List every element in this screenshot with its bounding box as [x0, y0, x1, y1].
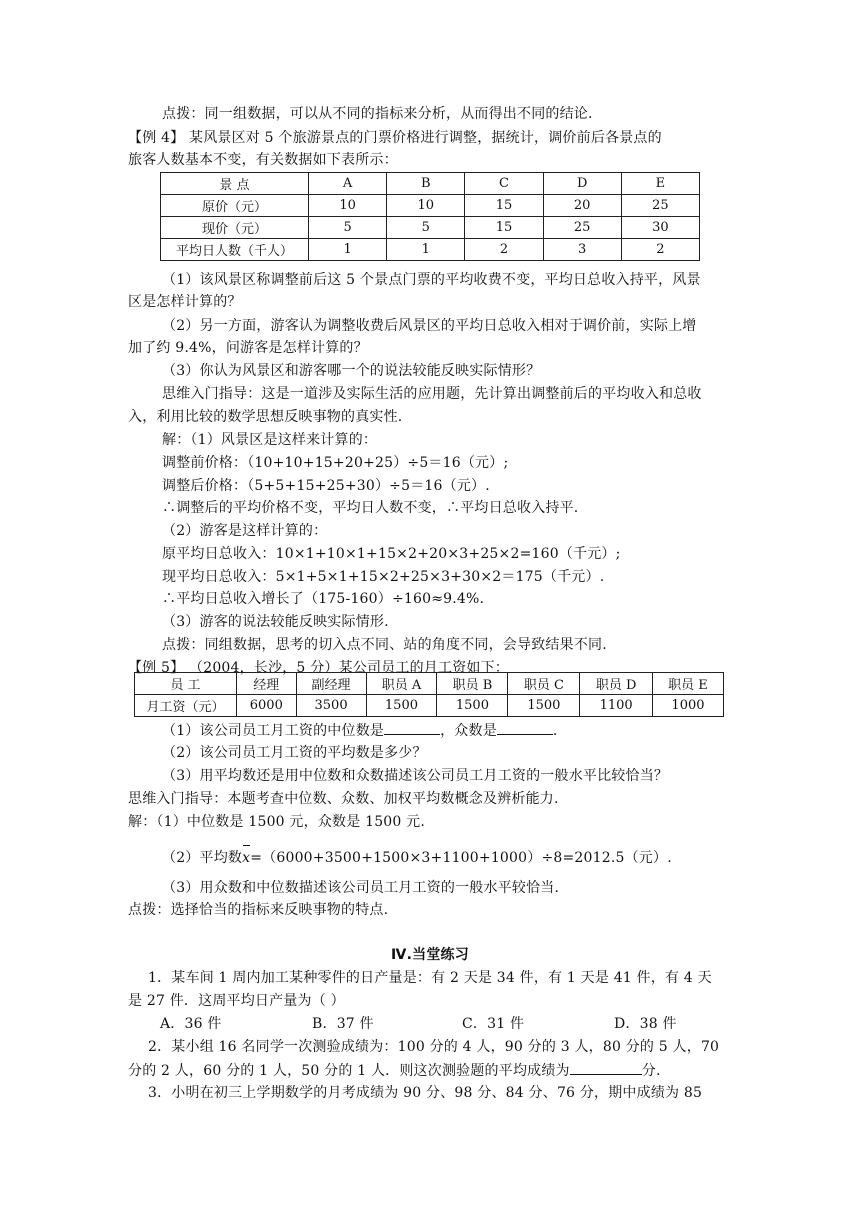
- answer-blank[interactable]: [497, 720, 553, 735]
- table-cell: 1500: [437, 695, 508, 717]
- solution-line: 解：（1）风景区是这样来计算的：: [162, 432, 378, 448]
- table-cell: 1100: [580, 695, 653, 717]
- salary-table: [134, 672, 724, 717]
- solution-line: 解：（1）中位数是 1500 元，众数是 1500 元.: [128, 814, 426, 830]
- table-cell: 职员 C: [508, 673, 580, 695]
- example-4-text: 旅客人数基本不变，有关数据如下表所示：: [128, 152, 398, 168]
- table-cell: 月工资（元）: [135, 695, 237, 717]
- table-cell: 职员 A: [366, 673, 437, 695]
- table-cell: E: [621, 173, 699, 195]
- table-cell: 现价（元）: [161, 217, 309, 239]
- table-row: [161, 239, 700, 261]
- option-d: D．38 件: [614, 1016, 677, 1032]
- option-a: A．36 件: [160, 1016, 222, 1032]
- table-cell: 5: [309, 217, 387, 239]
- table-cell: 5: [387, 217, 465, 239]
- table-cell: 3500: [296, 695, 366, 717]
- example-5-title: 【例 5】 （2004，长沙，5 分）某公司员工的月工资如下：: [128, 660, 509, 676]
- practice-question-2: 2．某小组 16 名同学一次测验成绩为：100 分的 4 人，90 分的 3 人，80 分的 5 人，70: [148, 1039, 720, 1055]
- table-row: [161, 195, 700, 217]
- table-cell: 景 点: [161, 173, 309, 195]
- mean-formula: =（6000+3500+1500×3+1100+1000）÷8=2012.5（元）.: [250, 850, 672, 866]
- table-cell: 1: [387, 239, 465, 261]
- table-cell: 25: [543, 217, 621, 239]
- solution-line: 现平均日总收入：5×1+5×1+15×2+25×3+30×2＝175（千元）.: [162, 569, 605, 585]
- table-header-row: [161, 173, 700, 195]
- table-cell: 1500: [508, 695, 580, 717]
- solution-line: （2）游客是这样计算的：: [162, 523, 328, 539]
- question-text-end: 分.: [641, 1063, 661, 1079]
- table-cell: 1000: [652, 695, 723, 717]
- table-cell: B: [387, 173, 465, 195]
- example-4-title: 【例 4】 某风景区对 5 个旅游景点的门票价格进行调整，据统计，调价前后各景点的: [128, 130, 662, 146]
- question-3: （3）你认为风景区和游客哪一个的说法较能反映实际情形？: [162, 363, 541, 379]
- question-1-text: （1）该公司员工月工资的中位数是: [162, 723, 385, 739]
- table-cell: 15: [465, 217, 543, 239]
- option-c: C．31 件: [462, 1016, 525, 1032]
- tip-paragraph: 点拨：同组数据，思考的切入点不同、站的角度不同，会导致结果不同.: [162, 637, 607, 653]
- option-b: B．37 件: [312, 1016, 374, 1032]
- solution-line: 调整后价格：（5+5+15+25+30）÷5＝16（元）.: [162, 478, 490, 494]
- table-cell: 2: [621, 239, 699, 261]
- question-text: 分的 2 人，60 分的 1 人，50 分的 1 人．则这次测验题的平均成绩为: [128, 1063, 570, 1079]
- guide-text: 思维入门指导：本题考查中位数、众数、加权平均数概念及辨析能力.: [128, 791, 559, 807]
- practice-question-1: 1．某车间 1 周内加工某种零件的日产量是：有 2 天是 34 件，有 1 天是 41 件，有 4 天: [148, 970, 712, 986]
- x-bar-symbol: x: [242, 850, 251, 866]
- table-header-row: [135, 673, 724, 695]
- practice-question-3: 3．小明在初三上学期数学的月考成绩为 90 分、98 分、84 分、76 分，期中成绩为 85: [148, 1085, 703, 1101]
- table-cell: 职员 D: [580, 673, 653, 695]
- table-cell: 10: [387, 195, 465, 217]
- table-cell: 副经理: [296, 673, 366, 695]
- table-cell: C: [465, 173, 543, 195]
- table-cell: 10: [309, 195, 387, 217]
- section-heading: Ⅳ.当堂练习: [391, 947, 469, 963]
- solution-line: 原平均日总收入：10×1+10×1+15×2+20×3+25×2=160（千元）;: [162, 546, 621, 562]
- tip-paragraph: 点拨：选择恰当的指标来反映事物的特点.: [128, 902, 389, 918]
- table-cell: 15: [465, 195, 543, 217]
- table-row: [135, 695, 724, 717]
- table-cell: 员 工: [135, 673, 237, 695]
- question-3: （3）用平均数还是用中位数和众数描述该公司员工月工资的一般水平比较恰当？: [162, 768, 669, 784]
- tip-paragraph: 点拨：同一组数据，可以从不同的指标来分析，从而得出不同的结论.: [162, 106, 593, 122]
- table-cell: 3: [543, 239, 621, 261]
- table-cell: 1500: [366, 695, 437, 717]
- solution-line: （3）游客的说法较能反映实际情形.: [162, 614, 389, 630]
- guide-text: 思维入门指导：这是一道涉及实际生活的应用题，先计算出调整前后的平均收入和总收: [162, 386, 702, 402]
- question-1: （1）该风景区称调整前后这 5 个景点门票的平均收费不变，平均日总收入持平，风景: [162, 272, 701, 288]
- table-cell: 1: [309, 239, 387, 261]
- table-cell: D: [543, 173, 621, 195]
- solution-line: ∴平均日总收入增长了（175-160）÷160≈9.4%.: [162, 591, 485, 607]
- solution-line: [162, 848, 672, 868]
- answer-blank[interactable]: [384, 720, 440, 735]
- table-cell: 2: [465, 239, 543, 261]
- solution-line: 调整前价格：（10+10+15+20+25）÷5＝16（元）;: [162, 455, 509, 471]
- question-1-text-mid: ，众数是: [440, 723, 497, 739]
- question-2-cont: 加了约 9.4%，问游客是怎样计算的？: [128, 340, 368, 356]
- answer-blank[interactable]: [570, 1060, 642, 1075]
- question-1-text-end: .: [552, 723, 558, 739]
- table-cell: 职员 E: [652, 673, 723, 695]
- table-cell: 6000: [237, 695, 297, 717]
- table-cell: 经理: [237, 673, 297, 695]
- mean-label: （2）平均数: [162, 850, 243, 866]
- solution-line: （3）用众数和中位数描述该公司员工月工资的一般水平较恰当.: [162, 880, 560, 896]
- guide-text-cont: 入，利用比较的数学思想反映事物的真实性.: [128, 409, 403, 425]
- table-row: [161, 217, 700, 239]
- table-cell: 平均日人数（千人）: [161, 239, 309, 261]
- question-1: [162, 720, 558, 741]
- question-1-cont: 区是怎样计算的？: [128, 294, 242, 310]
- table-cell: 25: [621, 195, 699, 217]
- solution-line: ∴调整后的平均价格不变，平均日人数不变，∴平均日总收入持平.: [162, 500, 579, 516]
- table-cell: 职员 B: [437, 673, 508, 695]
- table-cell: A: [309, 173, 387, 195]
- practice-question-1-cont: 是 27 件．这周平均日产量为（ ）: [128, 993, 345, 1009]
- table-cell: 原价（元）: [161, 195, 309, 217]
- practice-question-2-cont: [128, 1060, 661, 1081]
- table-cell: 30: [621, 217, 699, 239]
- table-cell: 20: [543, 195, 621, 217]
- question-2: （2）该公司员工月工资的平均数是多少？: [162, 745, 427, 761]
- scenic-price-table: [160, 172, 700, 261]
- question-2: （2）另一方面，游客认为调整收费后风景区的平均日总收入相对于调价前，实际上增: [162, 318, 697, 334]
